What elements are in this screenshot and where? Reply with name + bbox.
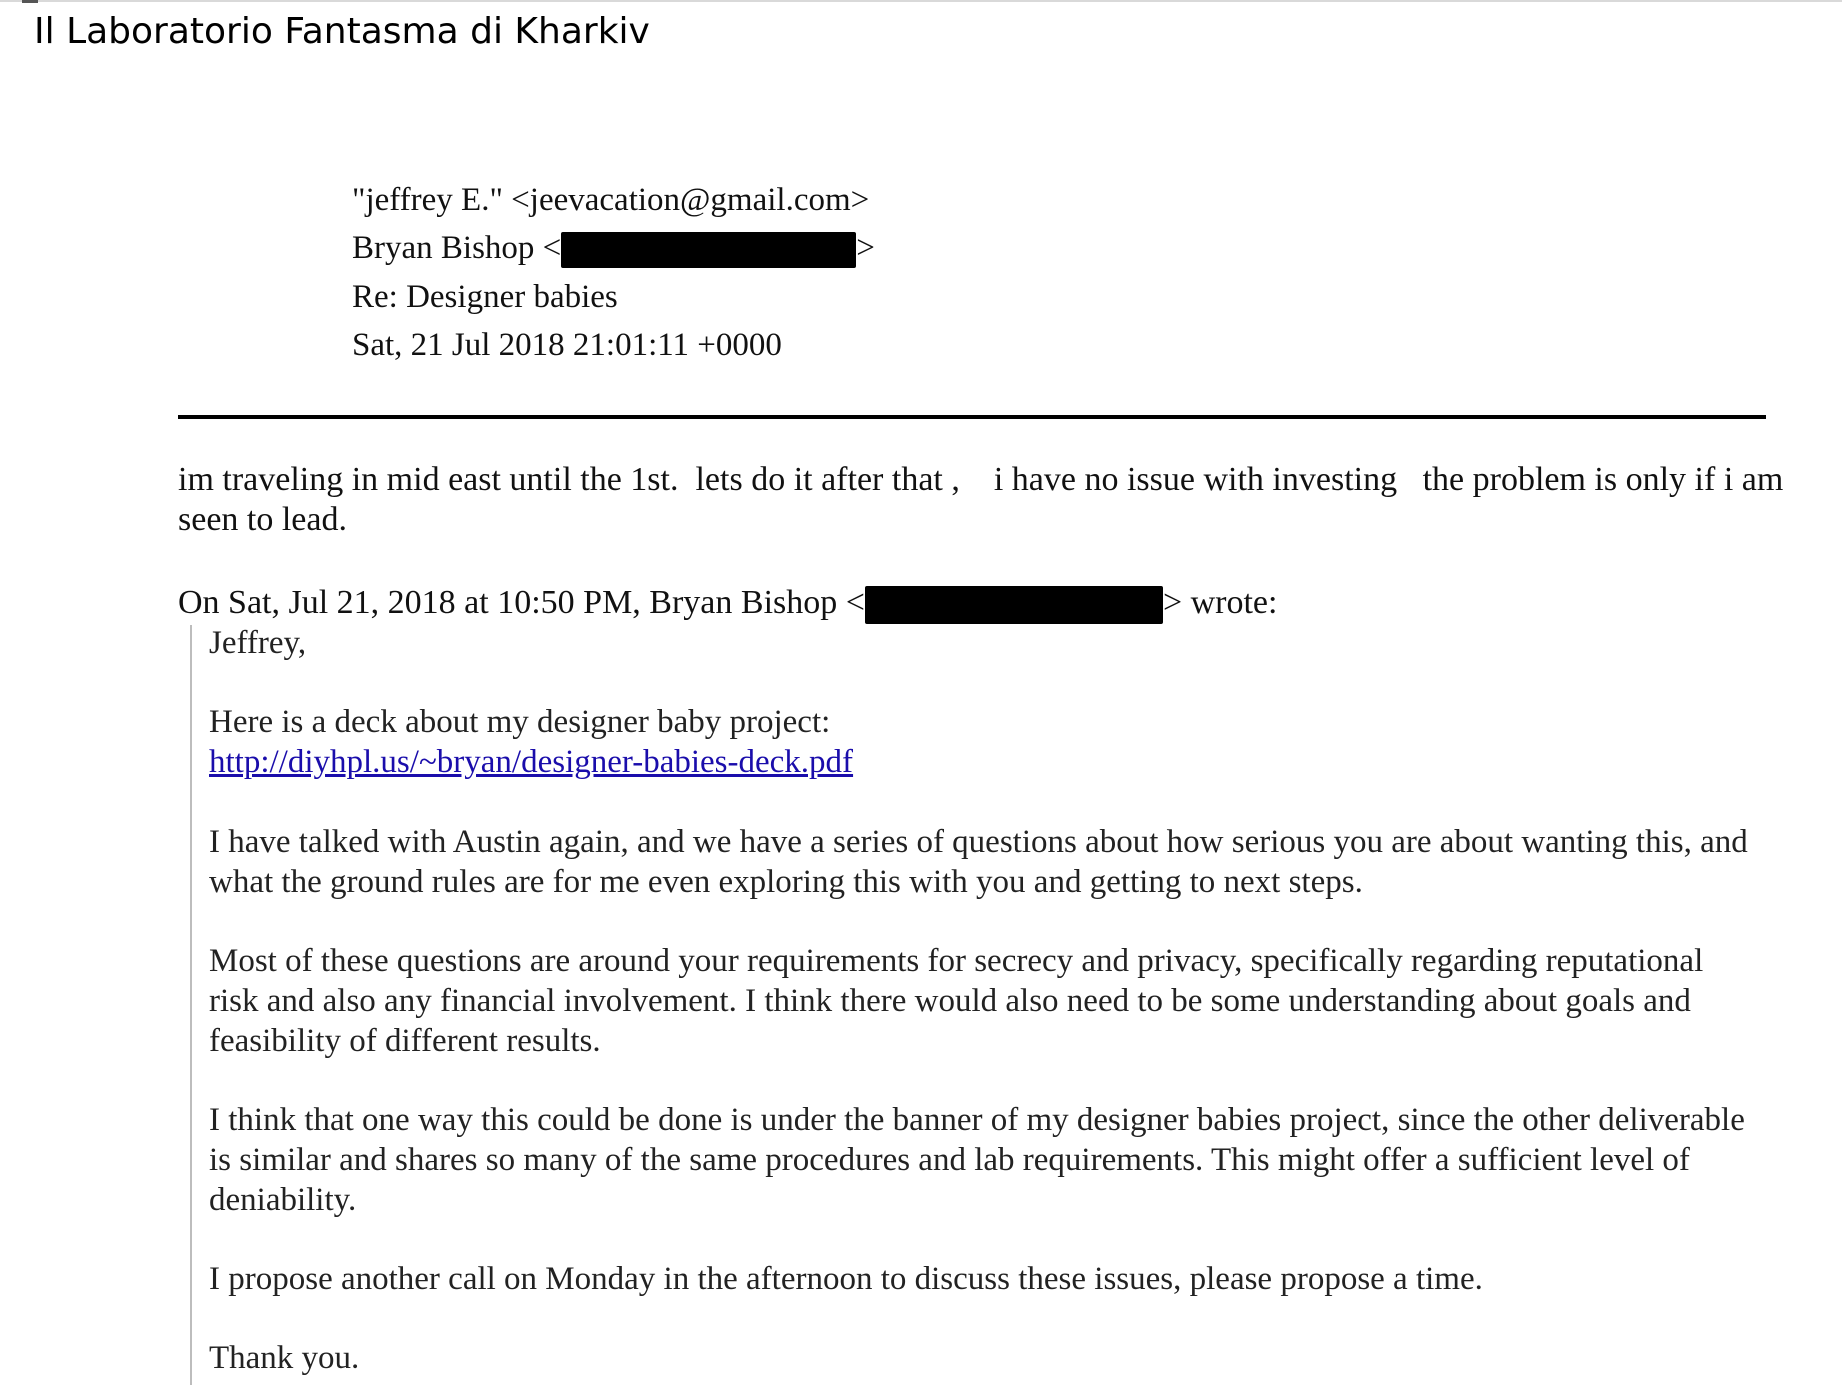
- deck-link-row: [209, 742, 1749, 782]
- quoted-paragraph: I propose another call on Monday in the afternoon to discuss these issues, please propose a time.: [209, 1261, 1483, 1297]
- quote-bar: [190, 625, 192, 1385]
- quoted-paragraph: Here is a deck about my designer baby project:: [209, 704, 831, 740]
- header-divider: [178, 415, 1766, 419]
- quoted-greeting: Jeffrey,: [209, 625, 307, 661]
- reply-body: im traveling in mid east until the 1st. lets do it after that , i have no issue with investing the problem is only if i am seen to lead.: [178, 461, 1792, 538]
- to-value-wrap: [352, 228, 875, 268]
- attribution-suffix: > wrote:: [1162, 584, 1278, 621]
- redaction-bar: [561, 232, 856, 268]
- quote-attribution: [178, 583, 1277, 624]
- subject-value: Re: Designer babies: [352, 279, 618, 315]
- page-title: Il Laboratorio Fantasma di Kharkiv: [34, 11, 650, 52]
- quoted-paragraph: I think that one way this could be done is under the banner of my designer babies project, since the other deliverable is similar and shares so many of the same procedures and lab requirements. This might offer a sufficient level of deniability.: [209, 1102, 1745, 1218]
- quoted-paragraph: Most of these questions are around your requirements for secrecy and privacy, specifically regarding reputational risk and also any financial involvement. I think there would also need to be some understanding about goals and feasibility of different results.: [209, 943, 1704, 1059]
- deck-link[interactable]: http://diyhpl.us/~bryan/designer-babies-deck.pdf: [209, 744, 854, 780]
- to-suffix: >: [856, 230, 875, 266]
- redaction-bar: [865, 586, 1163, 624]
- quoted-paragraph: I have talked with Austin again, and we have a series of questions about how serious you are about wanting this, and what the ground rules are for me even exploring this with you and getting to next steps.: [209, 824, 1748, 900]
- attribution-prefix: On Sat, Jul 21, 2018 at 10:50 PM, Bryan Bishop <: [178, 584, 865, 621]
- from-value: "jeffrey E." <jeevacation@gmail.com>: [352, 182, 870, 218]
- date-value: Sat, 21 Jul 2018 21:01:11 +0000: [352, 327, 782, 363]
- to-value: Bryan Bishop <: [352, 230, 562, 266]
- quoted-signoff: Thank you.: [209, 1340, 360, 1376]
